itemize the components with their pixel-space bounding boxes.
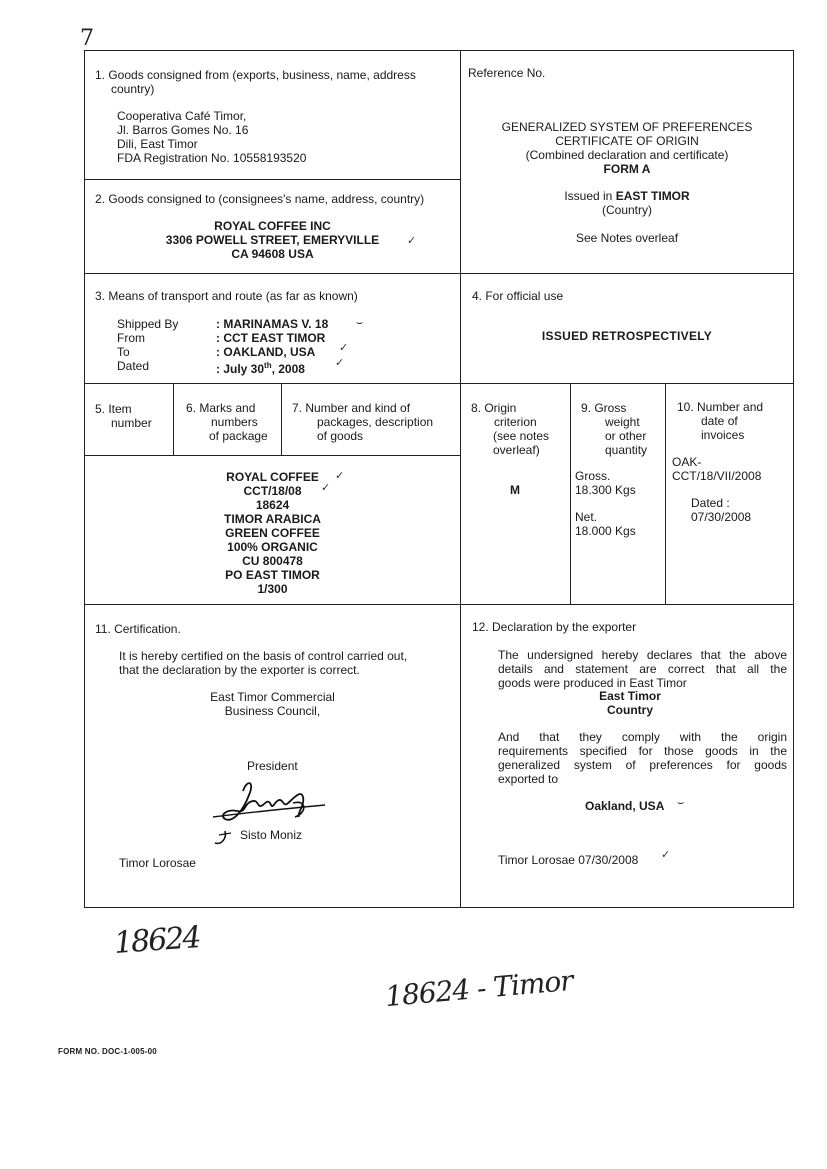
divider-col9-col10 [665, 383, 666, 604]
consignee-name: ROYAL COFFEE INC [214, 219, 331, 233]
col10-header-line1: 10. Number and [677, 400, 764, 414]
goods-line-7: CU 800478 [242, 554, 303, 568]
issued-prefix: Issued in [564, 189, 613, 203]
check-mark: ✓ [335, 356, 345, 369]
divider-col5-col6 [173, 383, 174, 455]
net-value: 18.000 Kgs [575, 524, 636, 538]
divider-col6-col7 [281, 383, 282, 455]
box3-label: 3. Means of transport and route (as far as known) [95, 289, 358, 303]
comply-text-line4: exported to [498, 772, 559, 786]
col5-header-line1: 5. Item [95, 402, 132, 416]
comply-text-line1: And that they comply with the origin [498, 730, 787, 744]
check-mark: ✓ [321, 481, 331, 494]
dated-main: : July 30 [216, 362, 265, 376]
col7-header-line2: packages, description [317, 415, 434, 429]
goods-line-6: 100% ORGANIC [227, 540, 318, 554]
col7-header-line1: 7. Number and kind of [292, 401, 411, 415]
certification-place: Timor Lorosae [119, 856, 196, 870]
goods-line-9: 1/300 [257, 582, 288, 596]
comply-text-line3: generalized system of preferences for goods [498, 758, 787, 772]
goods-line-5: GREEN COFFEE [225, 526, 320, 540]
declaration-text-line2: details and statement are correct that all the [498, 662, 787, 676]
destination: Oakland, USA [585, 799, 665, 813]
gross-label: Gross. [575, 469, 611, 483]
col8-header-line2: criterion [494, 415, 537, 429]
box2-label: 2. Goods consigned to (consignees's name, address, country) [95, 192, 425, 206]
shipped-by-value: : MARINAMAS V. 18 [216, 317, 329, 331]
goods-line-8: PO EAST TIMOR [225, 568, 320, 582]
certification-text-line2: that the declaration by the exporter is correct. [119, 663, 360, 677]
invoice-dated-value: 07/30/2008 [691, 510, 752, 524]
divider-row4 [85, 604, 793, 605]
president-label: President [247, 759, 298, 773]
production-country: East Timor [599, 689, 661, 703]
goods-line-3: 18624 [255, 498, 290, 512]
box4-label: 4. For official use [472, 289, 564, 303]
check-mark: ✓ [407, 234, 417, 247]
certificate-form [84, 50, 794, 908]
comply-text-line2: requirements specified for those goods in the [498, 744, 787, 758]
col8-header-line3: (see notes [493, 429, 550, 443]
certifier-org-line1: East Timor Commercial [210, 690, 335, 704]
gsp-title: GENERALIZED SYSTEM OF PREFERENCES [501, 120, 753, 134]
certifier-org-line2: Business Council, [224, 704, 321, 718]
divider-box1-box2 [85, 179, 460, 180]
dated-label: Dated [117, 359, 150, 373]
consignee-street: 3306 POWELL STREET, EMERYVILLE [165, 233, 380, 247]
form-number: FORM NO. DOC-1-005-00 [58, 1047, 157, 1056]
box12-label: 12. Declaration by the exporter [472, 620, 637, 634]
handwritten-note-number: 18624 [112, 920, 201, 961]
certification-text-line1: It is hereby certified on the basis of control carried out, [119, 649, 408, 663]
col9-header-line1: 9. Gross [581, 401, 627, 415]
consignee-city: CA 94608 USA [231, 247, 314, 261]
form-a: FORM A [603, 162, 651, 176]
invoice-number-line1: OAK- [672, 455, 702, 469]
dated-value [216, 359, 305, 376]
check-mark: ✓ [661, 848, 671, 861]
col7-header-line3: of goods [317, 429, 364, 443]
col9-header-line4: quantity [605, 443, 648, 457]
dated-suffix: , 2008 [271, 362, 305, 376]
col6-header-line3: of package [209, 429, 268, 443]
col6-header-line1: 6. Marks and [186, 401, 256, 415]
goods-line-1: ROYAL COFFEE [226, 470, 319, 484]
exporter-street: Jl. Barros Gomes No. 16 [117, 123, 249, 137]
goods-line-4: TIMOR ARABICA [224, 512, 321, 526]
exporter-name: Cooperativa Café Timor, [117, 109, 247, 123]
see-notes: See Notes overleaf [575, 231, 679, 245]
declaration-place-date: Timor Lorosae 07/30/2008 [498, 853, 639, 867]
invoice-dated-label: Dated : [691, 496, 730, 510]
signer-name: Sisto Moniz [240, 828, 303, 842]
shipped-by-label: Shipped By [117, 317, 179, 331]
net-label: Net. [575, 510, 598, 524]
production-country-label: Country [607, 703, 653, 717]
divider-col-header [85, 455, 460, 456]
col10-header-line3: invoices [701, 428, 745, 442]
issued-in [461, 189, 793, 203]
col9-header-line2: weight [605, 415, 640, 429]
col6-header-line2: numbers [211, 415, 258, 429]
divider-row3 [85, 383, 793, 384]
exporter-fda: FDA Registration No. 10558193520 [117, 151, 307, 165]
issued-retrospectively: ISSUED RETROSPECTIVELY [541, 329, 713, 343]
goods-line-2: CCT/18/08 [243, 484, 302, 498]
divider-main [460, 51, 461, 907]
check-mark: ⌣ [677, 796, 685, 809]
from-value: : CCT EAST TIMOR [216, 331, 326, 345]
declaration-text-line3: goods were produced in East Timor [498, 676, 687, 690]
reference-label: Reference No. [468, 66, 546, 80]
col9-header-line3: or other [605, 429, 647, 443]
box1-label-cont: country) [111, 82, 155, 96]
col5-header-line2: number [111, 416, 152, 430]
invoice-number-line2: CCT/18/VII/2008 [672, 469, 762, 483]
exporter-city: Dili, East Timor [117, 137, 198, 151]
divider-col8-col9 [570, 383, 571, 604]
check-mark: ⌣ [356, 316, 364, 329]
handwritten-note-timor: 18624 - Timor [383, 963, 574, 1014]
declaration-text-line1: The undersigned hereby declares that the above [498, 648, 787, 662]
certificate-of-origin: CERTIFICATE OF ORIGIN [555, 134, 699, 148]
to-label: To [117, 345, 130, 359]
check-mark: ✓ [339, 341, 349, 354]
corner-handwritten-mark: 7 [80, 26, 94, 51]
col10-header-line2: date of [701, 414, 738, 428]
origin-criterion-value: M [510, 483, 520, 497]
country-label: (Country) [601, 203, 652, 217]
check-mark: ✓ [335, 469, 345, 482]
box1-label: 1. Goods consigned from (exports, business, name, address [95, 68, 416, 82]
combined-declaration: (Combined declaration and certificate) [525, 148, 729, 162]
col8-header-line4: overleaf) [493, 443, 540, 457]
to-value: : OAKLAND, USA [216, 345, 316, 359]
from-label: From [117, 331, 145, 345]
gross-value: 18.300 Kgs [575, 483, 636, 497]
col8-header-line1: 8. Origin [471, 401, 517, 415]
divider-row2 [85, 273, 793, 274]
box11-label: 11. Certification. [95, 622, 181, 636]
dated-sup: th [264, 361, 272, 370]
issued-country: EAST TIMOR [615, 189, 690, 203]
